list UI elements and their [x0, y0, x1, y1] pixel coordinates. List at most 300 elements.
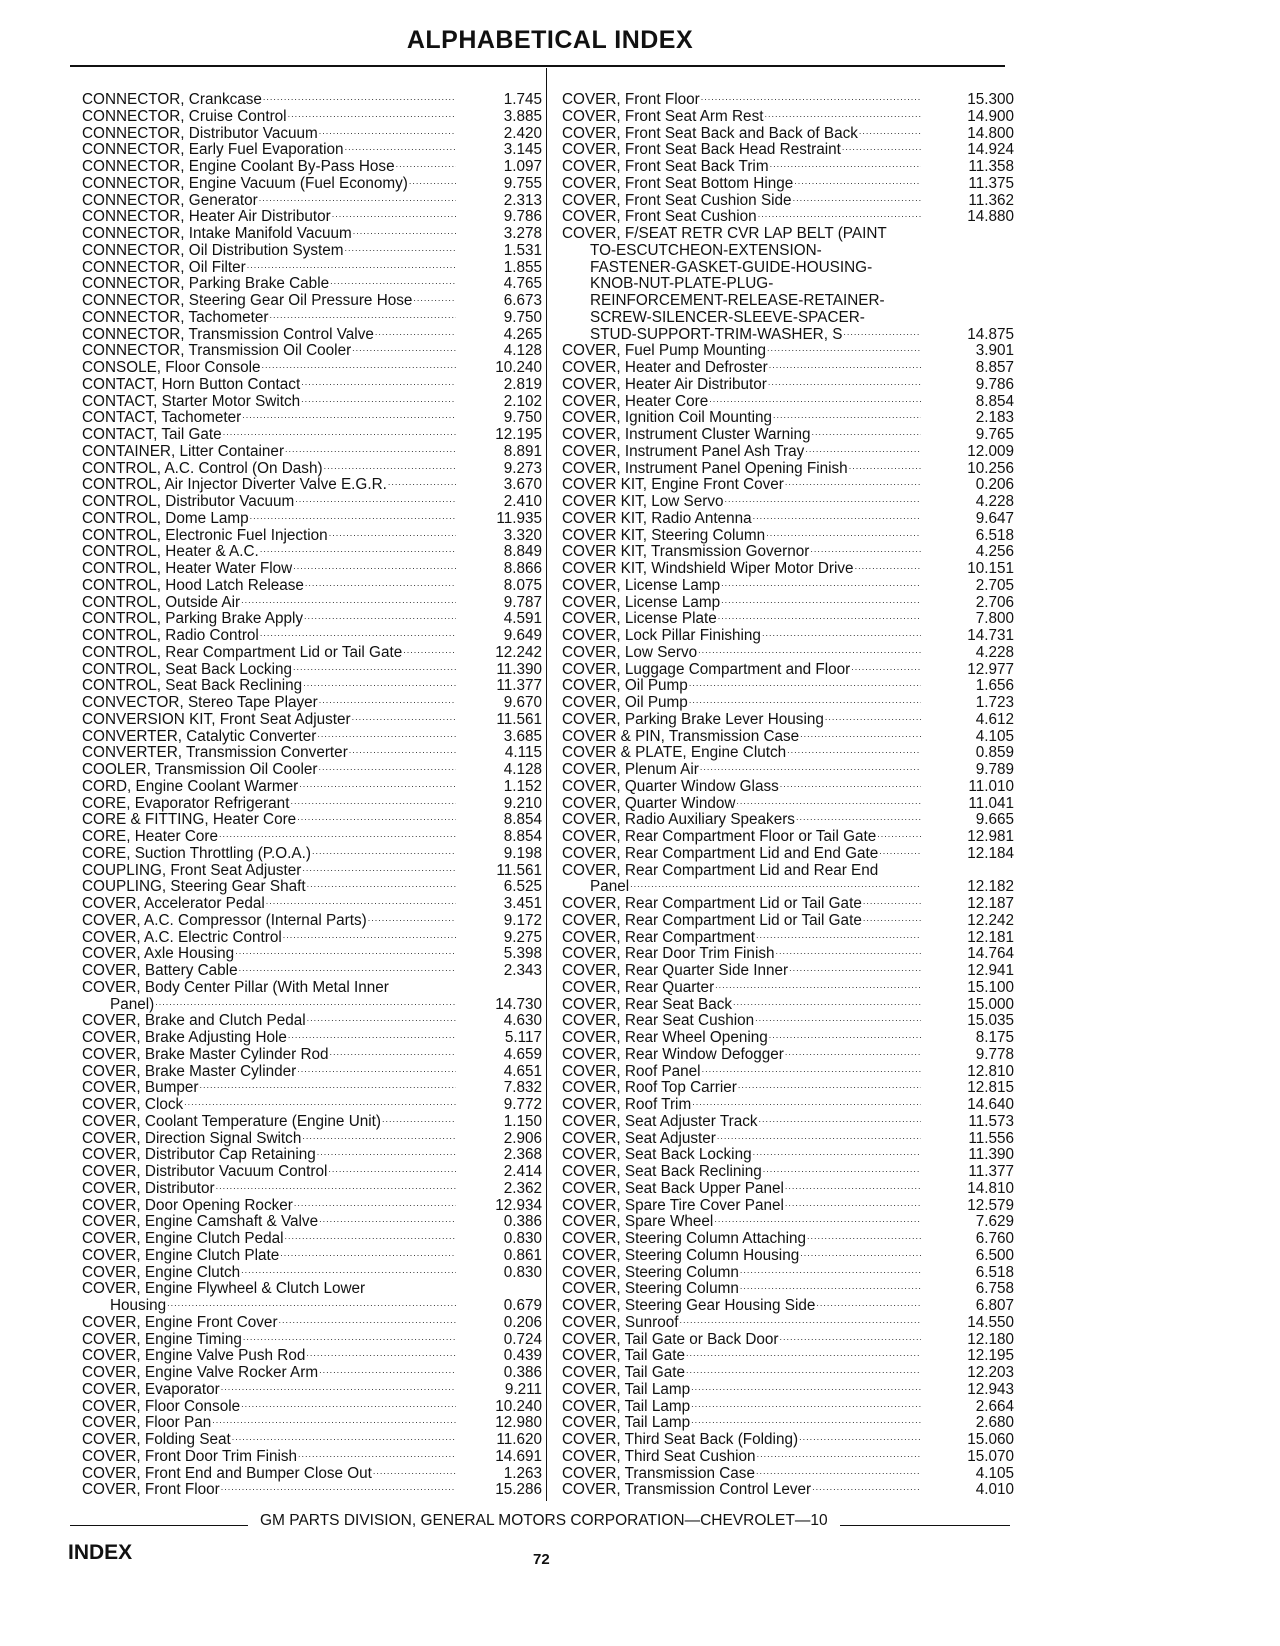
column-divider [546, 68, 547, 1501]
index-entry-page-ref: 4.256 [975, 543, 1014, 561]
index-entry-page-ref: 0.830 [503, 1230, 542, 1247]
index-entry [82, 159, 542, 176]
dot-leader [305, 575, 456, 592]
index-entry-page-ref: 3.901 [975, 342, 1014, 360]
index-entry-page-ref: 2.664 [975, 1397, 1014, 1415]
dot-leader [780, 1329, 921, 1346]
index-entry-name: COVER, Instrument Panel Opening Finish [562, 459, 848, 477]
index-entry-name: CONTROL, Heater & A.C. [82, 543, 259, 561]
index-entry [562, 1482, 1014, 1499]
index-entry [82, 276, 542, 293]
index-entry-name: COVER, F/SEAT RETR CVR LAP BELT (PAINT [562, 225, 887, 242]
index-entry-name: CONTACT, Tail Gate [82, 426, 222, 443]
index-entry-page-ref: 3.145 [503, 141, 542, 159]
index-entry-page-ref: 15.300 [967, 91, 1014, 108]
index-entry-name: COVER, Rear Compartment Floor or Tail Gate [562, 828, 877, 845]
index-entry [562, 695, 1014, 712]
dot-leader [302, 860, 456, 877]
dot-leader [689, 675, 921, 692]
index-entry-name: COVER, Seat Back Reclining [562, 1163, 762, 1180]
index-entry-name: COOLER, Transmission Oil Cooler [82, 761, 318, 778]
dot-leader [796, 809, 921, 826]
index-entry-name: COVER KIT, Engine Front Cover [562, 476, 784, 494]
index-entry-name: COVER, Lock Pillar Finishing [562, 627, 761, 644]
dot-leader [219, 826, 456, 843]
index-entry [562, 544, 1014, 561]
index-entry-page-ref: 11.390 [968, 1146, 1014, 1164]
index-entry-name: COVER, Oil Pump [562, 694, 688, 711]
dot-leader [279, 1312, 456, 1329]
index-entry-name: CONTROL, Parking Brake Apply [82, 610, 304, 628]
index-entry-name: COVER, Tail Gate [562, 1364, 685, 1381]
index-entry-name: COVER, Instrument Cluster Warning [562, 426, 811, 443]
index-entry-page-ref: 1.531 [503, 241, 542, 259]
index-entry-page-ref: 8.857 [975, 359, 1014, 376]
index-entry-page-ref: 2.368 [503, 1146, 542, 1164]
dot-leader [303, 675, 456, 692]
dot-leader [800, 726, 921, 743]
dot-leader [241, 1262, 456, 1279]
index-entry [82, 461, 542, 478]
dot-leader [692, 1094, 921, 1111]
index-entry-name: COVER, Quarter Window [562, 794, 736, 812]
index-entry-name: COVER, Heater Core [562, 392, 709, 410]
dot-leader [269, 307, 456, 324]
dot-leader [317, 726, 456, 743]
dot-leader [757, 1446, 921, 1463]
index-entry [562, 645, 1014, 662]
index-entry-page-ref: 9.670 [503, 694, 542, 711]
dot-leader [718, 608, 921, 625]
index-entry [82, 695, 542, 712]
index-entry [562, 829, 1014, 846]
dot-leader [759, 1111, 921, 1128]
index-entry-page-ref: 2.343 [503, 962, 542, 979]
dot-leader [288, 1027, 456, 1044]
index-entry-page-ref: 14.810 [967, 1179, 1014, 1197]
index-entry-name: COVER, Heater and Defroster [562, 359, 768, 376]
index-entry-name: TO-ESCUTCHEON-EXTENSION- [590, 241, 822, 259]
dot-leader [717, 1128, 921, 1145]
index-entry-name: CONNECTOR, Steering Gear Oil Pressure Hose [82, 292, 413, 309]
dot-leader [295, 491, 456, 508]
index-entry-name: COVER, Fuel Pump Mounting [562, 342, 767, 360]
index-entry-name: CONVERTER, Transmission Converter [82, 744, 348, 762]
index-entry-page-ref: 14.924 [967, 141, 1014, 159]
dot-leader [368, 910, 456, 927]
index-entry-name: COVER, Roof Trim [562, 1096, 692, 1113]
index-entry-page-ref: 11.377 [968, 1163, 1014, 1180]
dot-leader [740, 1278, 921, 1295]
page-title: ALPHABETICAL INDEX [406, 26, 694, 54]
index-entry-name: COVER, Seat Adjuster [562, 1129, 716, 1147]
index-entry-name: COVER & PLATE, Engine Clutch [562, 744, 787, 762]
index-entry-name: COVER, Direction Signal Switch [82, 1129, 302, 1147]
dot-leader [285, 441, 456, 458]
index-entry-name: COVER, Accelerator Pedal [82, 895, 265, 912]
index-entry-page-ref: 1.656 [975, 677, 1014, 695]
index-entry-name: COVER, Engine Front Cover [82, 1313, 278, 1331]
index-entry-name: CONTACT, Tachometer [82, 409, 242, 427]
index-entry-page-ref: 0.859 [975, 744, 1014, 762]
index-entry-page-ref: 11.390 [496, 660, 542, 678]
index-entry-page-ref: 2.414 [503, 1163, 542, 1180]
dot-leader [753, 1144, 921, 1161]
dot-leader [738, 1077, 921, 1094]
index-entry-page-ref: 2.410 [503, 493, 542, 510]
footer-rule-left [70, 1525, 248, 1526]
index-entry-page-ref: 12.182 [967, 878, 1014, 896]
index-entry-page-ref: 11.573 [968, 1112, 1014, 1130]
index-entry-page-ref: 0.206 [975, 476, 1014, 494]
index-entry-page-ref: 15.100 [967, 978, 1014, 996]
index-entry-name: COVER, Engine Camshaft & Valve [82, 1213, 319, 1231]
index-entry-page-ref: 11.358 [968, 158, 1014, 175]
dot-leader [318, 759, 456, 776]
dot-leader [863, 910, 921, 927]
index-entry-page-ref: 7.629 [975, 1213, 1014, 1231]
dot-leader [762, 625, 921, 642]
index-entry-name: COVER, License Lamp [562, 576, 721, 594]
dot-leader [297, 1061, 456, 1078]
index-entry-page-ref: 12.977 [967, 660, 1014, 678]
index-entry-page-ref: 1.723 [975, 694, 1014, 711]
index-entry-page-ref: 10.240 [495, 1397, 542, 1415]
index-entry-page-ref: 3.278 [503, 225, 542, 242]
index-entry-page-ref: 9.210 [503, 794, 542, 812]
dot-leader [787, 742, 921, 759]
index-column-left [82, 92, 542, 1499]
index-entry-name: CONNECTOR, Distributor Vacuum [82, 124, 318, 142]
dot-leader [709, 391, 921, 408]
index-entry-name: CONTROL, Seat Back Locking [82, 660, 292, 678]
index-entry-page-ref: 8.854 [503, 811, 542, 829]
index-entry-name: COVER, Front Door Trim Finish [82, 1447, 298, 1465]
index-entry-page-ref: 2.705 [975, 576, 1014, 594]
dot-leader [263, 89, 456, 106]
dot-leader [353, 223, 456, 240]
dot-leader [307, 876, 456, 893]
index-entry-page-ref: 14.730 [495, 995, 542, 1013]
index-entry-page-ref: 14.880 [967, 208, 1014, 226]
index-entry [82, 1449, 542, 1466]
index-entry-page-ref: 8.866 [503, 560, 542, 577]
dot-leader [768, 374, 921, 391]
dot-leader [800, 1245, 921, 1262]
index-entry-name: COVER, Front Seat Bottom Hinge [562, 174, 794, 192]
index-entry-name: COVER, Engine Flywheel & Clutch Lower [82, 1280, 366, 1298]
index-entry-page-ref: 3.451 [503, 895, 542, 912]
dot-leader [375, 324, 456, 341]
index-entry-page-ref: 12.242 [967, 911, 1014, 929]
index-entry-page-ref: 6.807 [975, 1297, 1014, 1314]
index-entry [562, 846, 1014, 863]
dot-leader [262, 357, 456, 374]
index-entry-page-ref: 6.758 [975, 1280, 1014, 1298]
index-entry-name: COVER, Rear Compartment Lid or Tail Gate [562, 911, 862, 929]
dot-leader [352, 709, 456, 726]
index-entry-name: COVER, Tail Lamp [562, 1414, 691, 1432]
dot-leader [859, 123, 921, 140]
dot-leader [298, 1446, 456, 1463]
index-entry-page-ref: 12.184 [967, 844, 1014, 862]
index-entry [562, 812, 1014, 829]
dot-leader [266, 893, 456, 910]
index-entry-name: Panel [590, 878, 630, 896]
index-entry-page-ref: 11.041 [968, 794, 1014, 812]
index-entry-name: COVER, Seat Back Upper Panel [562, 1179, 784, 1197]
index-entry-name: COVER, Steering Column Attaching [562, 1230, 807, 1247]
index-entry [562, 896, 1014, 913]
index-entry-page-ref: 15.035 [967, 1012, 1014, 1030]
index-entry-page-ref: 11.375 [968, 174, 1014, 192]
index-entry-name: CONNECTOR, Transmission Control Valve [82, 325, 374, 343]
index-entry-name: COVER, Front Seat Cushion Side [562, 191, 792, 209]
dot-leader [319, 692, 456, 709]
index-entry-page-ref: 4.265 [503, 325, 542, 343]
index-entry-name: CONNECTOR, Early Fuel Evaporation [82, 141, 344, 159]
dot-leader [232, 1429, 456, 1446]
index-entry-page-ref: 3.885 [503, 107, 542, 125]
index-entry-name: COVER, Folding Seat [82, 1431, 231, 1448]
dot-leader [330, 1044, 456, 1061]
index-entry [82, 209, 542, 226]
footer-rule-right [840, 1525, 1010, 1526]
dot-leader [793, 190, 921, 207]
index-entry-page-ref: 12.943 [967, 1380, 1014, 1398]
dot-leader [293, 558, 456, 575]
index-entry [562, 410, 1014, 427]
index-entry-page-ref: 4.115 [504, 744, 542, 762]
index-entry-name: COVER, Oil Pump [562, 677, 688, 695]
index-entry-name: COVER, Distributor Cap Retaining [82, 1146, 316, 1164]
dot-leader [691, 1396, 921, 1413]
dot-leader [259, 190, 456, 207]
index-entry-name: CONVERSION KIT, Front Seat Adjuster [82, 710, 351, 728]
index-entry-name: CORE, Evaporator Refrigerant [82, 794, 290, 812]
dot-leader [235, 943, 456, 960]
index-entry-page-ref: 4.765 [503, 275, 542, 293]
index-entry-page-ref: 6.500 [975, 1246, 1014, 1264]
index-entry-page-ref: 2.706 [975, 593, 1014, 611]
dot-leader [785, 474, 921, 491]
index-entry-name: COVER, Rear Quarter Side Inner [562, 962, 789, 979]
dot-leader [842, 139, 921, 156]
index-entry-page-ref: 9.786 [503, 208, 542, 226]
index-entry-name: COVER, Front Seat Back Head Restraint [562, 141, 841, 159]
index-entry-name: COVER KIT, Transmission Governor [562, 543, 810, 561]
index-entry-name: CONNECTOR, Tachometer [82, 308, 269, 326]
dot-leader [319, 1362, 456, 1379]
index-entry-name: COVER, Evaporator [82, 1380, 220, 1398]
dot-leader [199, 1077, 456, 1094]
index-entry-page-ref: 12.203 [967, 1364, 1014, 1381]
index-entry-name: COVER KIT, Low Servo [562, 493, 724, 510]
index-entry-name: COVER, Instrument Panel Ash Tray [562, 442, 805, 460]
footer-publisher-line: GM PARTS DIVISION, GENERAL MOTORS CORPORATION—CHEVROLET—10 [260, 1512, 828, 1529]
index-entry-name: CONNECTOR, Engine Coolant By-Pass Hose [82, 158, 395, 175]
index-entry [82, 310, 542, 327]
index-entry [82, 444, 542, 461]
index-entry [562, 1214, 1014, 1231]
dot-leader [317, 1144, 456, 1161]
dot-leader [733, 994, 921, 1011]
index-entry-page-ref: 12.181 [967, 928, 1014, 946]
index-entry [82, 1482, 542, 1499]
index-entry-page-ref: 9.649 [503, 627, 542, 644]
index-entry-page-ref: 11.377 [496, 677, 542, 695]
index-entry-name: CORE & FITTING, Heater Core [82, 811, 297, 829]
index-entry-page-ref: 10.240 [495, 359, 542, 376]
dot-leader [155, 994, 456, 1011]
index-entry-name: CONTROL, Outside Air [82, 593, 241, 611]
index-column-right [562, 92, 1014, 1499]
dot-leader [307, 1010, 456, 1027]
index-entry-name: COVER, Heater Air Distributor [562, 375, 767, 393]
index-entry [562, 176, 1014, 193]
index-entry-name: CONTROL, Dome Lamp [82, 509, 249, 527]
dot-leader [324, 458, 456, 475]
dot-leader [290, 793, 456, 810]
dot-leader [297, 809, 456, 826]
index-entry [562, 276, 1014, 293]
dot-leader [721, 575, 921, 592]
dot-leader [879, 843, 921, 860]
index-entry-name: COVER, Clock [82, 1096, 184, 1113]
dot-leader [167, 1295, 456, 1312]
index-entry [82, 628, 542, 645]
index-entry-page-ref: 14.640 [967, 1096, 1014, 1113]
dot-leader [763, 1161, 921, 1178]
index-entry [562, 126, 1014, 143]
index-entry-page-ref: 6.525 [503, 878, 542, 896]
section-label: INDEX [68, 1541, 133, 1564]
dot-leader [241, 592, 456, 609]
index-entry-page-ref: 4.128 [503, 761, 542, 778]
dot-leader [319, 1211, 456, 1228]
index-entry-name: COVER, Rear Wheel Opening [562, 1029, 768, 1046]
index-entry-page-ref: 4.659 [503, 1045, 542, 1063]
dot-leader [396, 156, 456, 173]
index-entry-page-ref: 4.105 [975, 727, 1014, 745]
index-entry-page-ref: 2.102 [503, 392, 542, 410]
index-entry-name: CONTROL, Distributor Vacuum [82, 493, 295, 510]
dot-leader [299, 776, 456, 793]
index-entry-name: COVER, Low Servo [562, 643, 698, 661]
index-entry-name: CONTACT, Horn Button Contact [82, 375, 301, 393]
index-entry-name: CONTACT, Starter Motor Switch [82, 392, 301, 410]
dot-leader [756, 1463, 921, 1480]
index-entry-name: COVER, Floor Pan [82, 1414, 212, 1432]
dot-leader [221, 1379, 456, 1396]
index-entry-name: COVER, License Lamp [562, 593, 721, 611]
index-entry-name: COVER, Transmission Case [562, 1464, 755, 1482]
dot-leader [812, 1479, 921, 1496]
index-entry-page-ref: 14.731 [967, 627, 1014, 644]
index-entry-page-ref: 12.941 [967, 962, 1014, 979]
index-entry-page-ref: 9.750 [503, 308, 542, 326]
index-entry-name: COVER, Radio Auxiliary Speakers [562, 811, 795, 829]
index-entry-name: Panel) [110, 995, 155, 1013]
dot-leader [304, 608, 456, 625]
index-entry-page-ref: 2.362 [503, 1179, 542, 1197]
dot-leader [769, 1027, 921, 1044]
dot-leader [766, 525, 921, 542]
dot-leader [373, 1463, 456, 1480]
dot-leader [773, 407, 921, 424]
index-entry-page-ref: 12.195 [967, 1347, 1014, 1365]
index-entry-page-ref: 2.680 [975, 1414, 1014, 1432]
index-entry-name: COVER, Transmission Control Lever [562, 1481, 812, 1499]
index-entry [562, 879, 1014, 896]
dot-leader [242, 407, 456, 424]
dot-leader [328, 1161, 456, 1178]
dot-leader [764, 106, 921, 123]
index-entry-page-ref: 1.855 [503, 258, 542, 276]
dot-leader [740, 1262, 921, 1279]
dot-leader [247, 257, 456, 274]
dot-leader [736, 793, 921, 810]
dot-leader [805, 441, 921, 458]
index-entry-name: COVER, Front End and Bumper Close Out [82, 1464, 372, 1482]
dot-leader [382, 1111, 456, 1128]
dot-leader [851, 659, 921, 676]
dot-leader [776, 943, 922, 960]
index-entry-name: COVER, Brake and Clutch Pedal [82, 1012, 306, 1030]
index-entry-name: COVER, Engine Timing [82, 1330, 242, 1348]
index-entry-name: COVER, Parking Brake Lever Housing [562, 710, 824, 728]
index-entry-page-ref: 8.891 [503, 442, 542, 460]
index-entry [82, 1265, 542, 1282]
index-entry-name: COVER, Rear Seat Cushion [562, 1012, 755, 1030]
index-entry-name: CONNECTOR, Crankcase [82, 91, 262, 108]
index-entry-page-ref: 9.786 [975, 375, 1014, 393]
dot-leader [345, 139, 456, 156]
dot-leader [280, 1245, 456, 1262]
dot-leader [409, 173, 456, 190]
index-entry-name: CONVECTOR, Stereo Tape Player [82, 694, 318, 711]
index-entry-name: CONTROL, Rear Compartment Lid or Tail Gate [82, 643, 403, 661]
index-entry-page-ref: 0.724 [503, 1330, 542, 1348]
dot-leader [700, 759, 921, 776]
index-entry-page-ref: 3.685 [503, 727, 542, 745]
index-entry-page-ref: 6.760 [975, 1230, 1014, 1247]
index-entry [562, 260, 1014, 277]
dot-leader [306, 1345, 456, 1362]
index-entry-page-ref: 12.981 [967, 828, 1014, 845]
index-entry-page-ref: 12.934 [495, 1196, 542, 1214]
index-entry [82, 226, 542, 243]
index-entry-page-ref: 0.206 [503, 1313, 542, 1331]
dot-leader [221, 1479, 456, 1496]
index-entry-name: CONTAINER, Litter Container [82, 442, 285, 460]
index-entry-name: COVER, Steering Column [562, 1263, 739, 1281]
index-entry [562, 946, 1014, 963]
index-entry-page-ref: 4.612 [975, 710, 1014, 728]
index-entry [82, 260, 542, 277]
index-entry-name: COVER, Engine Valve Push Rod [82, 1347, 306, 1365]
index-entry-page-ref: 1.263 [503, 1464, 542, 1482]
index-entry-name: COVER, License Plate [562, 610, 717, 628]
dot-leader [785, 1178, 921, 1195]
dot-leader [725, 491, 921, 508]
dot-leader [285, 1228, 456, 1245]
index-entry-name: COVER, Ignition Coil Mounting [562, 409, 773, 427]
dot-leader [630, 876, 921, 893]
dot-leader [794, 173, 921, 190]
index-entry-page-ref: 11.935 [496, 509, 542, 527]
dot-leader [352, 340, 456, 357]
